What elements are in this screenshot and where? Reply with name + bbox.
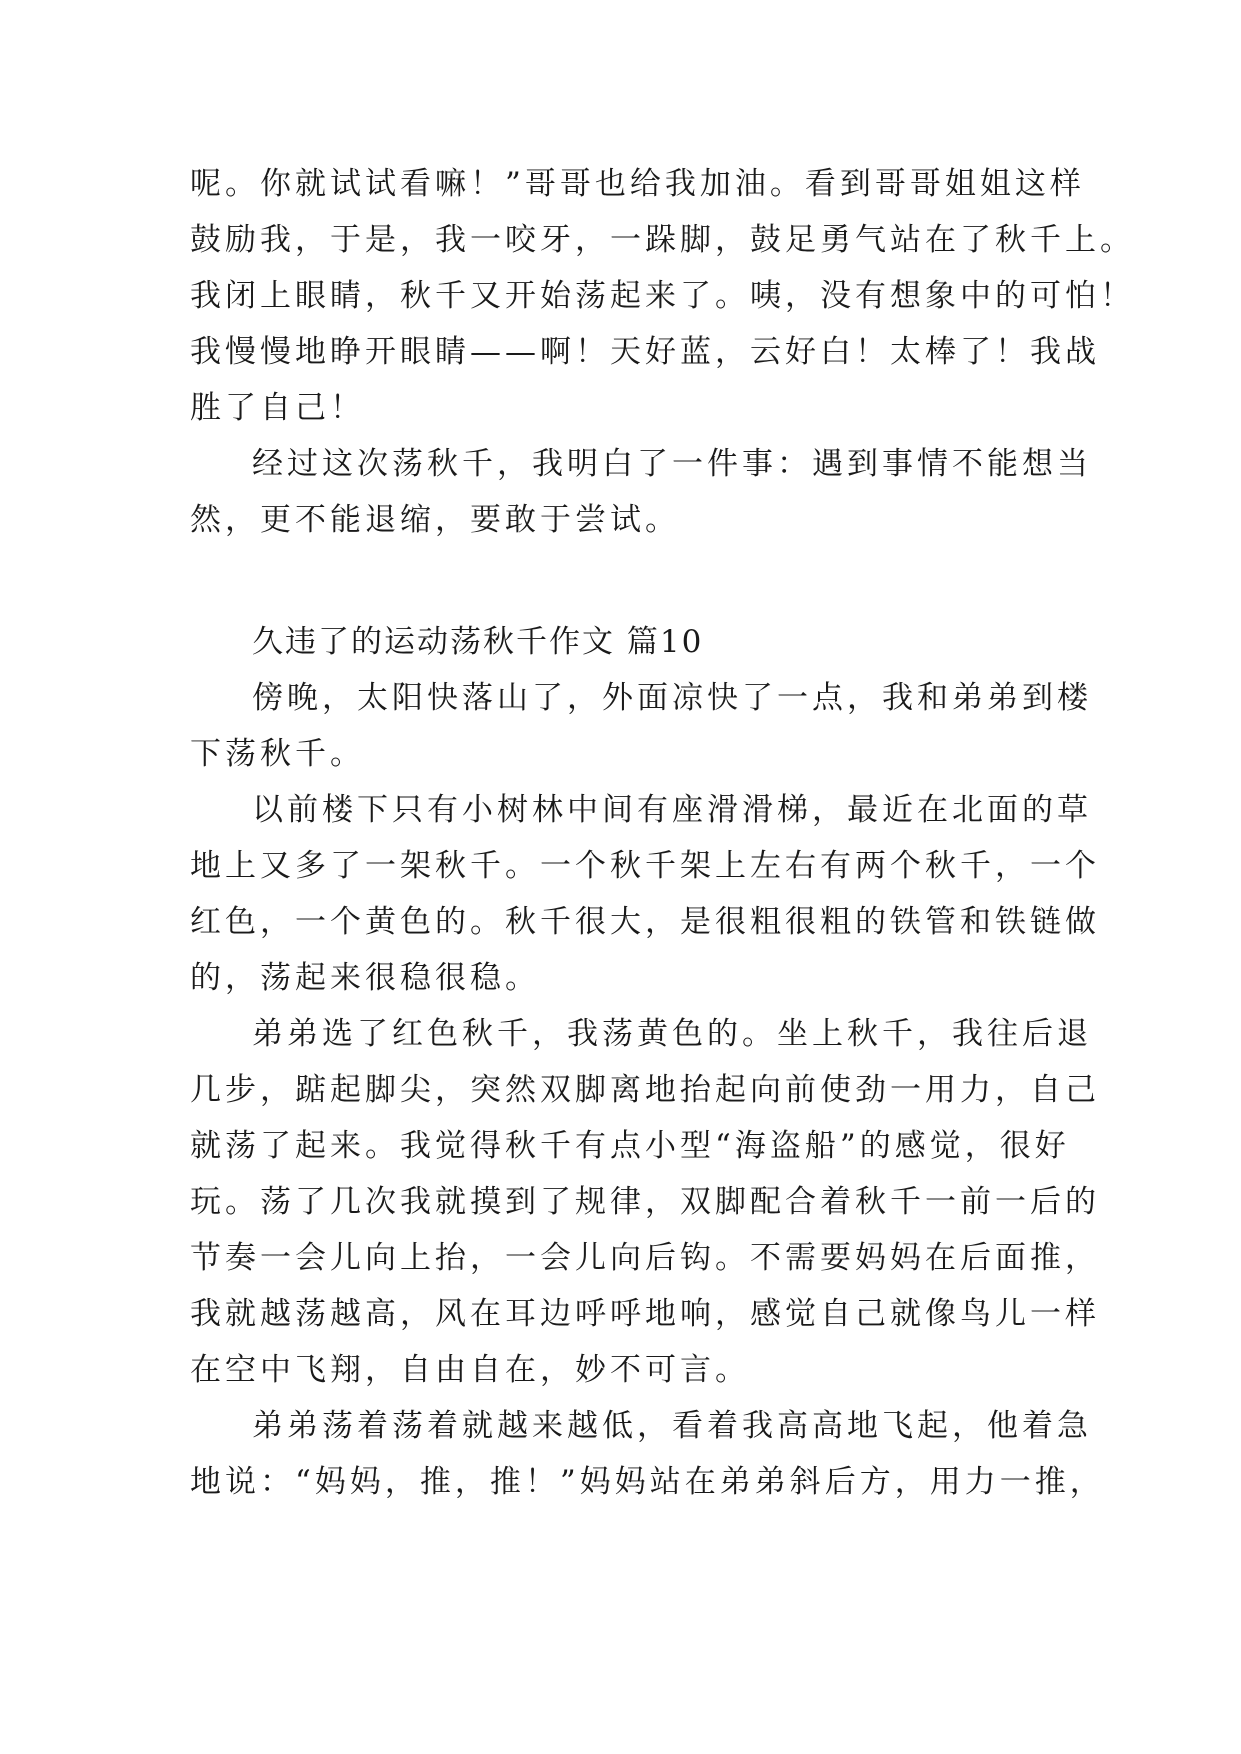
text-line: 呢。你就试试看嘛！”哥哥也给我加油。看到哥哥姐姐这样 bbox=[190, 166, 1085, 202]
text-line: 傍晚，太阳快落山了，外面凉快了一点，我和弟弟到楼 bbox=[252, 680, 1092, 716]
text-line: 经过这次荡秋千，我明白了一件事：遇到事情不能想当 bbox=[252, 446, 1092, 482]
section-heading: 久违了的运动荡秋千作文 篇10 bbox=[252, 624, 704, 660]
text-line: 鼓励我，于是，我一咬牙，一跺脚，鼓足勇气站在了秋千上。 bbox=[190, 222, 1135, 258]
text-line: 以前楼下只有小树林中间有座滑滑梯，最近在北面的草 bbox=[252, 792, 1092, 828]
text-line: 然，更不能退缩，要敢于尝试。 bbox=[190, 502, 680, 538]
text-line: 在空中飞翔，自由自在，妙不可言。 bbox=[190, 1352, 750, 1388]
text-line: 玩。荡了几次我就摸到了规律，双脚配合着秋千一前一后的 bbox=[190, 1184, 1100, 1220]
text-line: 胜了自己！ bbox=[190, 390, 365, 426]
text-line: 几步，踮起脚尖，突然双脚离地抬起向前使劲一用力，自己 bbox=[190, 1072, 1100, 1108]
text-line: 节奏一会儿向上抬，一会儿向后钩。不需要妈妈在后面推， bbox=[190, 1240, 1100, 1276]
text-line: 我慢慢地睁开眼睛——啊！天好蓝，云好白！太棒了！我战 bbox=[190, 334, 1100, 370]
text-line: 地说：“妈妈，推，推！”妈妈站在弟弟斜后方，用力一推， bbox=[190, 1464, 1105, 1500]
text-line: 红色，一个黄色的。秋千很大，是很粗很粗的铁管和铁链做 bbox=[190, 904, 1100, 940]
text-line: 的，荡起来很稳很稳。 bbox=[190, 960, 540, 996]
text-line: 弟弟荡着荡着就越来越低，看着我高高地飞起，他着急 bbox=[252, 1408, 1092, 1444]
text-line: 下荡秋千。 bbox=[190, 736, 365, 772]
text-line: 弟弟选了红色秋千，我荡黄色的。坐上秋千，我往后退 bbox=[252, 1016, 1092, 1052]
text-line: 地上又多了一架秋千。一个秋千架上左右有两个秋千，一个 bbox=[190, 848, 1100, 884]
text-line: 就荡了起来。我觉得秋千有点小型“海盗船”的感觉，很好 bbox=[190, 1128, 1070, 1164]
text-line: 我就越荡越高，风在耳边呼呼地响，感觉自己就像鸟儿一样 bbox=[190, 1296, 1100, 1332]
text-line: 我闭上眼睛，秋千又开始荡起来了。咦，没有想象中的可怕！ bbox=[190, 278, 1135, 314]
